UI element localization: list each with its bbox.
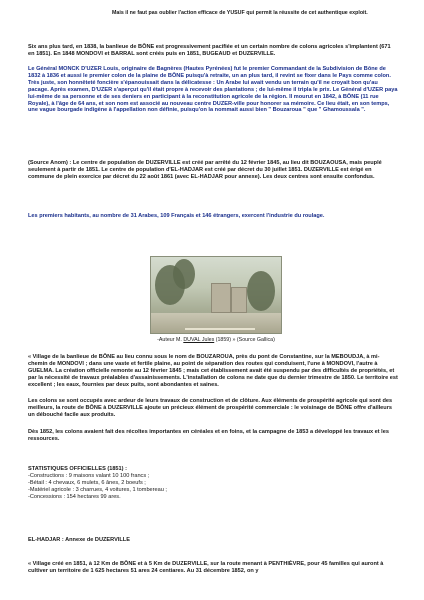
paragraph-5: Les colons se sont occupés avec ardeur de leurs travaux de construction et de clôture. Aux éléments de prospérité agricole qui sont des meilleurs, la route de BÔNE à DUZERVILLE ajoute un précieux élément de prospérité commerciale : le voisinage de BÔNE offre d'ailleurs un débouché facile aux produits. [28,398,393,418]
quote-2: « Village créé en 1851, à 12 Km de BÔNE et à 5 Km de DUZERVILLE, sur la route menant à PENTHIÈVRE, pour 45 familles qui auront à cultiver un territoire de 1 625 hectares 51 ares 24 centiares. Au 31 décembre 1852, on y [28,561,384,574]
caption-prefix: -Auteur M. [157,337,184,343]
annex-heading: EL-HADJAR : Annexe de DUZERVILLE [28,537,130,543]
stat-line: -Matériel agricole : 3 charrues, 4 voitures, 1 tombereau ; [28,486,167,493]
paragraph-6: Dès 1852, les colons avaient fait des récoltes importantes en céréales et en foins, et la campagne de 1853 a développé les travaux et les ressources. [28,429,389,442]
paragraph-3: (Source Anom) : Le centre de population de DUZERVILLE est créé par arrêté du 12 février 1845, au lieu dit BOUZAOUSA, mais peuplé seulement à partir de 1851. Le centre de population d'EL-HADJAR est créé par décret du 30 juillet 1851. DUZERVILLE est érigé en commune de plein exercice par décret du 22 août 1861 (avec EL-HADJAR pour annexe). Les deux centres sont ensuite confondus. [28,160,382,180]
photo-caption [126,337,306,344]
paragraph-1: Six ans plus tard, en 1838, la banlieue de BÔNE est progressivement pacifiée et un certain nombre de colons agricoles s'implantent (671 en 1851). En 1848 MONDOVI et BARRAL sont créés puis en 1851, BUGEAUD et DUZERVILLE. [28,44,391,57]
paragraph-2: Le Général MONCK D'UZER Louis, originaire de Bagnères (Hautes Pyrénées) fut le premier Commandant de la Subdivision de Bône de 1832 à 1836 et aussi le premier colon de la plaine de BÔNE puisqu'à retraite, un an plus tard, il revint se fixer dans le Pays comme colon. Très juste, son honnêteté foncière s'épanouissait dans la délicatesse : Un Arabe lui avait vendu un terrain qu'il ne croyait bon qu'au pacage. Après examen, D'UZER s'aperçut qu'il était propre à recevoir des plantations ; de lui-même il tripla le prix. Le Général d'UZER paya lui-même de sa personne et de ses deniers en participant à la reconstitution agricole de la région. Il mourut en 1842, à BÔNE (11 rue Royale), à l'âge de 64 ans, et son nom est associé au nouveau centre DUZER-ville pour honorer sa mémoire. Ce lieu était, en son temps, une vague bourgade indigène à l'appellation non définie, puisqu'on la nommait aussi bien " Bouzaroua " que " Ghamoussala ". [28,66,398,114]
stat-line: -Constructions : 9 maisons valant 10 100 francs ; [28,472,150,479]
caption-author: DUVAL Jules [183,337,215,343]
quote-1: « Village de la banlieue de BÔNE au lieu connu sous le nom de BOUZAROUA, près du pont de Constantine, sur la MEBOUDJA, à mi-chemin de MONDOVI ; dans une vaste et fertile plaine, au point de séparation des routes qui conduisent, l'une à MONDOVI, l'autre à GUELMA. La création officielle remonte au 12 février 1845 ; mais cet établissement avait été suspendu par des difficultés de propriétés, et par la nécessité de travaux préalables d'assainissements. L'installation de colons ne date que du dernier trimestre de 1850. Le territoire est excellent ; les eaux, fournies par deux puits, sont abondantes et saines. [28,354,398,388]
statistics-block [28,466,398,501]
intro-line: Mais il ne faut pas oublier l'action efficace de YUSUF qui permit la réussite de cet authentique exploit. [112,10,368,16]
stat-line: -Concessions : 154 hectares 99 ares. [28,493,121,500]
paragraph-4: Les premiers habitants, au nombre de 31 Arabes, 109 Français et 146 étrangers, exercent l'industrie du roulage. [28,213,325,219]
caption-suffix: (1859) » (Source Gallica) [214,337,275,343]
statistics-title: STATISTIQUES OFFICIELLES (1851) : [28,466,127,472]
stat-line: -Bétail : 4 chevaux, 6 mulets, 6 ânes, 2 boeufs ; [28,479,146,486]
historical-photo [150,256,282,334]
